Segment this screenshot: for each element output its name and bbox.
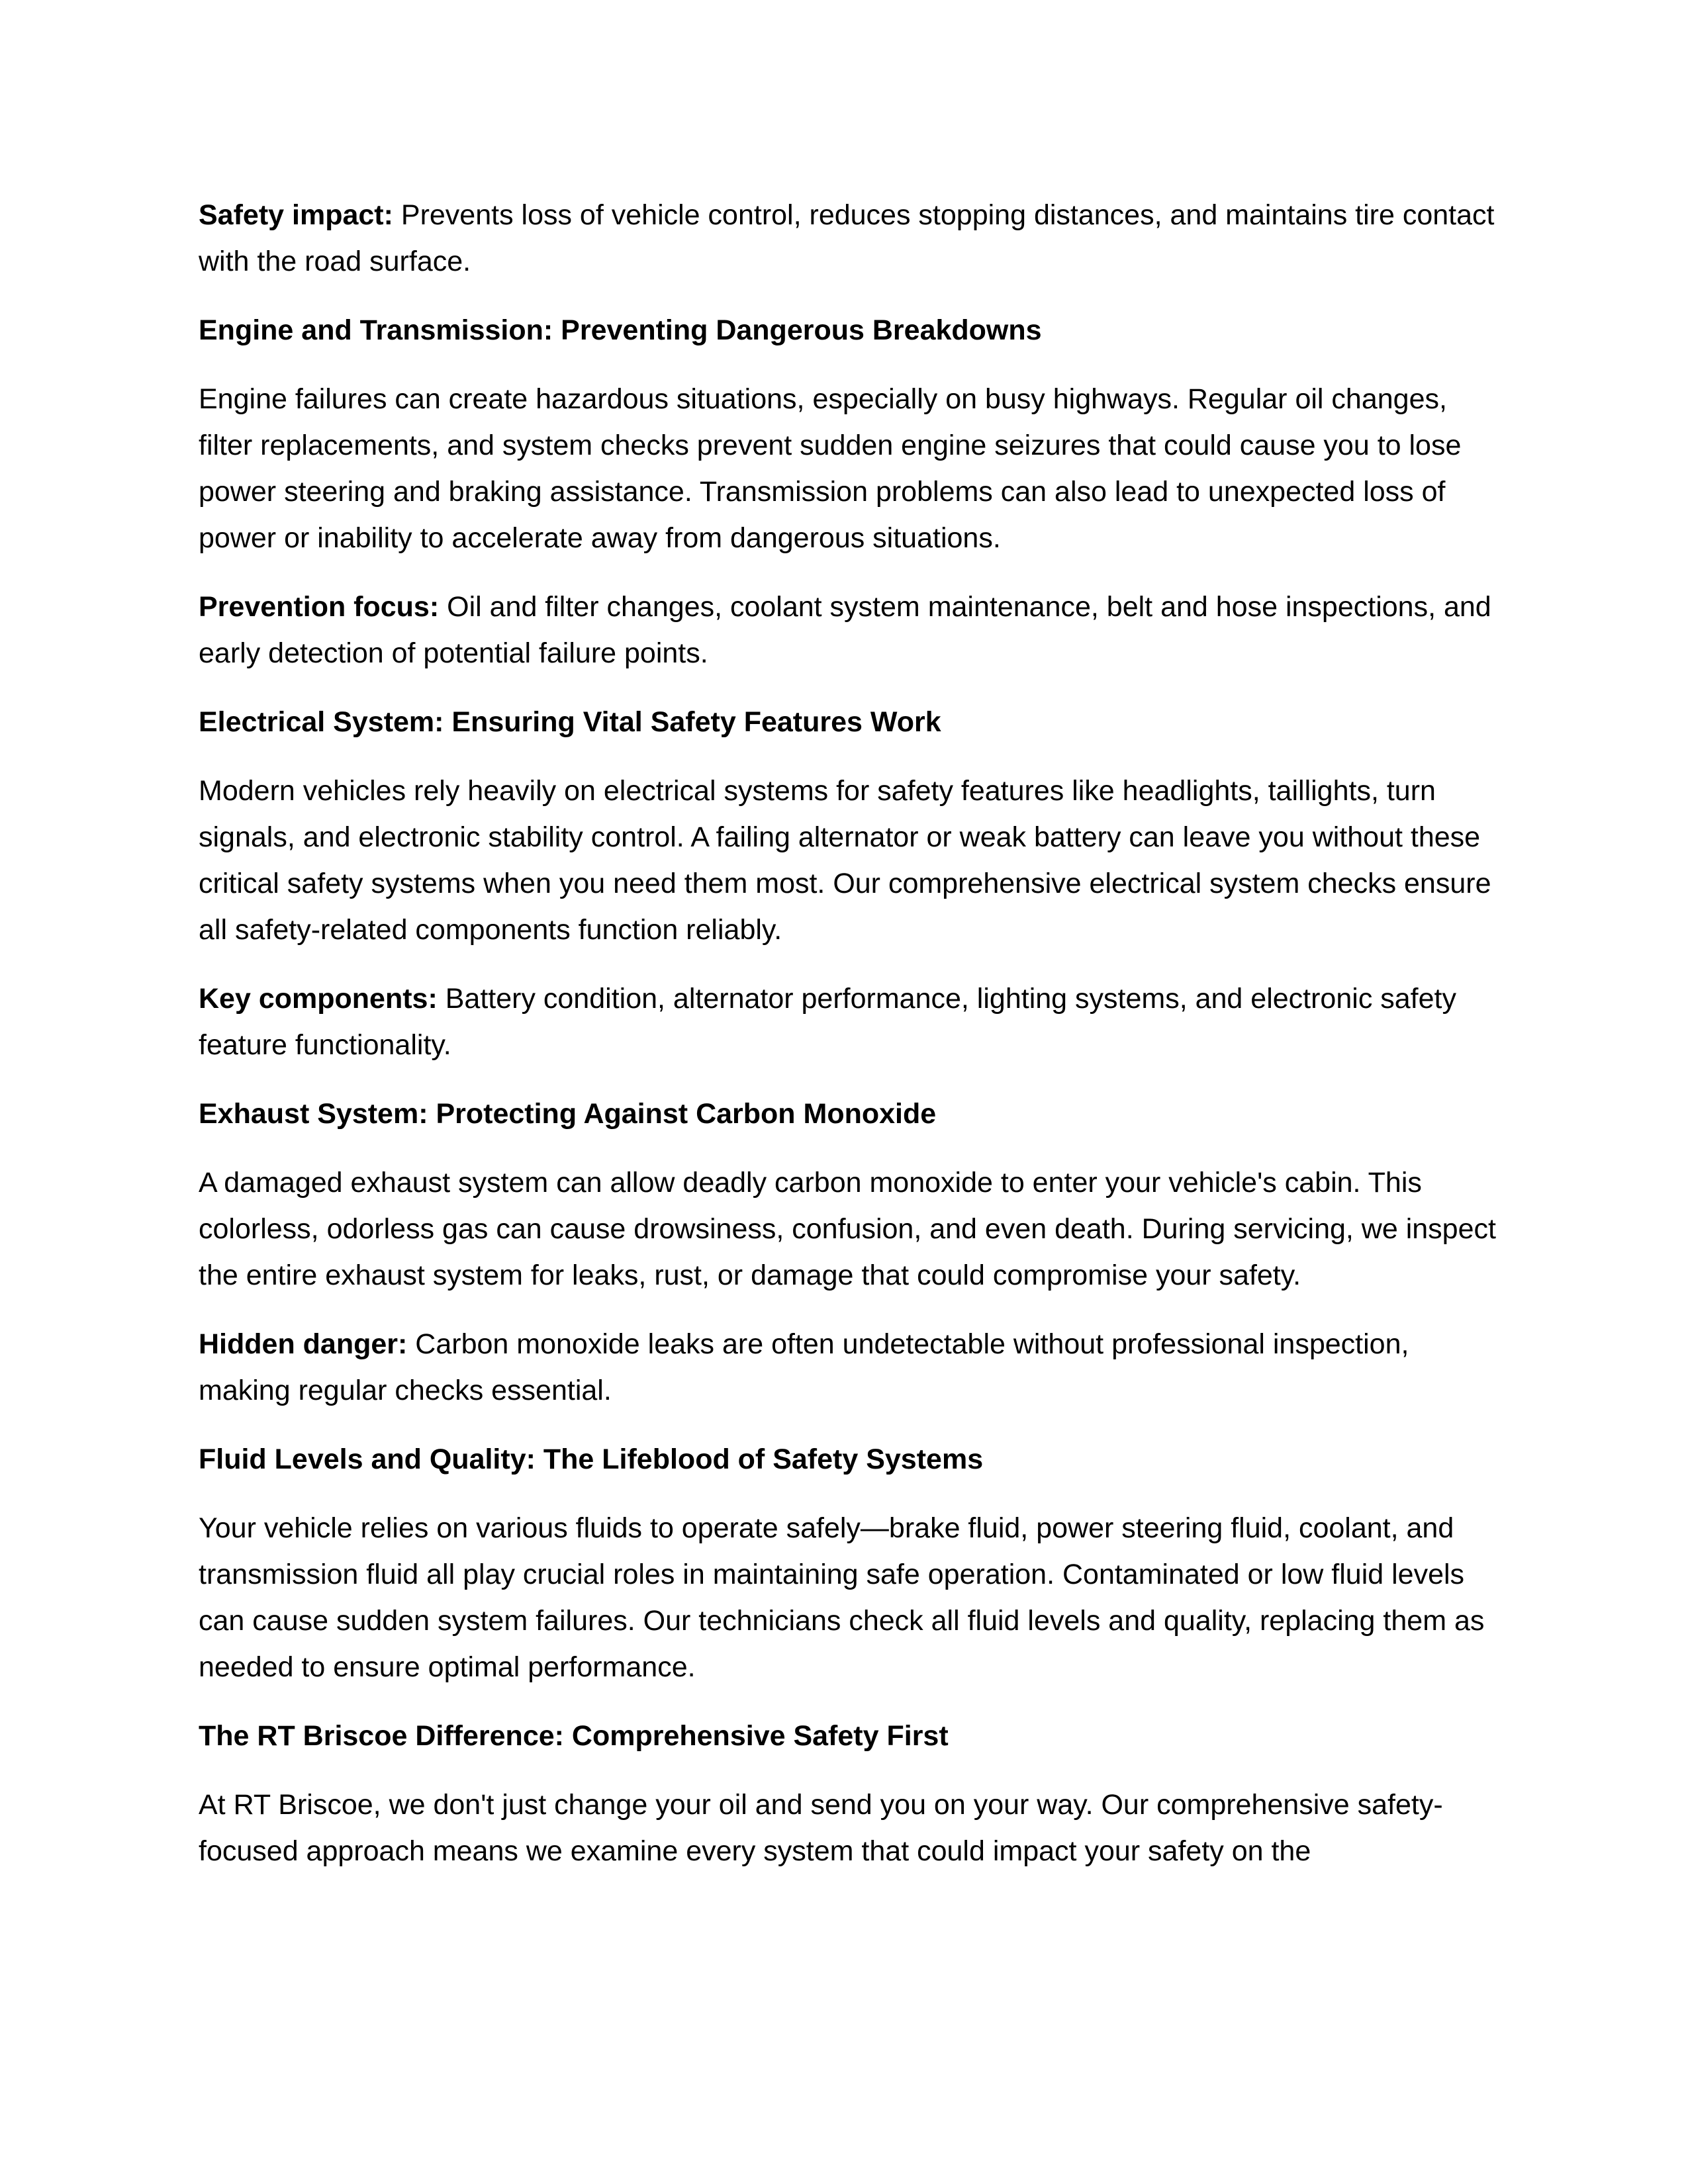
callout-text: Carbon monoxide leaks are often undetectable without professional inspection, making regular checks essential. bbox=[199, 1328, 1409, 1406]
callout-label: Hidden danger: bbox=[199, 1328, 408, 1360]
paragraph-rt-briscoe-difference: At RT Briscoe, we don't just change your oil and send you on your way. Our comprehensive safety-focused approach means we examine every system that could impact your safety on the bbox=[199, 1789, 1443, 1867]
callout-label: Prevention focus: bbox=[199, 591, 440, 623]
heading-electrical-system: Electrical System: Ensuring Vital Safety Features Work bbox=[199, 706, 941, 738]
callout-text: Prevents loss of vehicle control, reduces stopping distances, and maintains tire contact with the road surface. bbox=[199, 199, 1495, 277]
paragraph-fluid-levels: Your vehicle relies on various fluids to operate safely—brake fluid, power steering fluid, coolant, and transmission fluid all play crucial roles in maintaining safe operation. Contaminated or low fluid levels can cause sudden system failures. Our technicians check all fluid levels and quality, replacing them as needed to ensure optimal performance. bbox=[199, 1512, 1485, 1683]
heading-rt-briscoe-difference: The RT Briscoe Difference: Comprehensive Safety First bbox=[199, 1720, 949, 1752]
callout-safety-impact bbox=[199, 192, 1496, 285]
document-body bbox=[199, 192, 1496, 1897]
heading-fluid-levels: Fluid Levels and Quality: The Lifeblood of Safety Systems bbox=[199, 1443, 984, 1475]
paragraph-electrical-system: Modern vehicles rely heavily on electrical systems for safety features like headlights, taillights, turn signals, and electronic stability control. A failing alternator or weak battery can leave you without these critical safety systems when you need them most. Our comprehensive electrical system checks ensure all safety-related components function reliably. bbox=[199, 775, 1491, 946]
heading-exhaust-system: Exhaust System: Protecting Against Carbon Monoxide bbox=[199, 1098, 937, 1130]
callout-label: Key components: bbox=[199, 983, 438, 1015]
callout-text: Oil and filter changes, coolant system maintenance, belt and hose inspections, and early detection of potential failure points. bbox=[199, 591, 1491, 669]
callout-text: Battery condition, alternator performance, lighting systems, and electronic safety feature functionality. bbox=[199, 983, 1456, 1061]
callout-label: Safety impact: bbox=[199, 199, 393, 231]
callout-prevention-focus bbox=[199, 584, 1496, 676]
callout-key-components bbox=[199, 976, 1496, 1068]
heading-engine-transmission: Engine and Transmission: Preventing Dangerous Breakdowns bbox=[199, 314, 1042, 346]
callout-hidden-danger bbox=[199, 1321, 1496, 1414]
paragraph-engine-transmission: Engine failures can create hazardous situations, especially on busy highways. Regular oil changes, filter replacements, and system checks prevent sudden engine seizures that could cause you to lose power steering and braking assistance. Transmission problems can also lead to unexpected loss of power or inability to accelerate away from dangerous situations. bbox=[199, 383, 1462, 554]
paragraph-exhaust-system: A damaged exhaust system can allow deadly carbon monoxide to enter your vehicle's cabin. This colorless, odorless gas can cause drowsiness, confusion, and even death. During servicing, we inspect the entire exhaust system for leaks, rust, or damage that could compromise your safety. bbox=[199, 1167, 1496, 1291]
